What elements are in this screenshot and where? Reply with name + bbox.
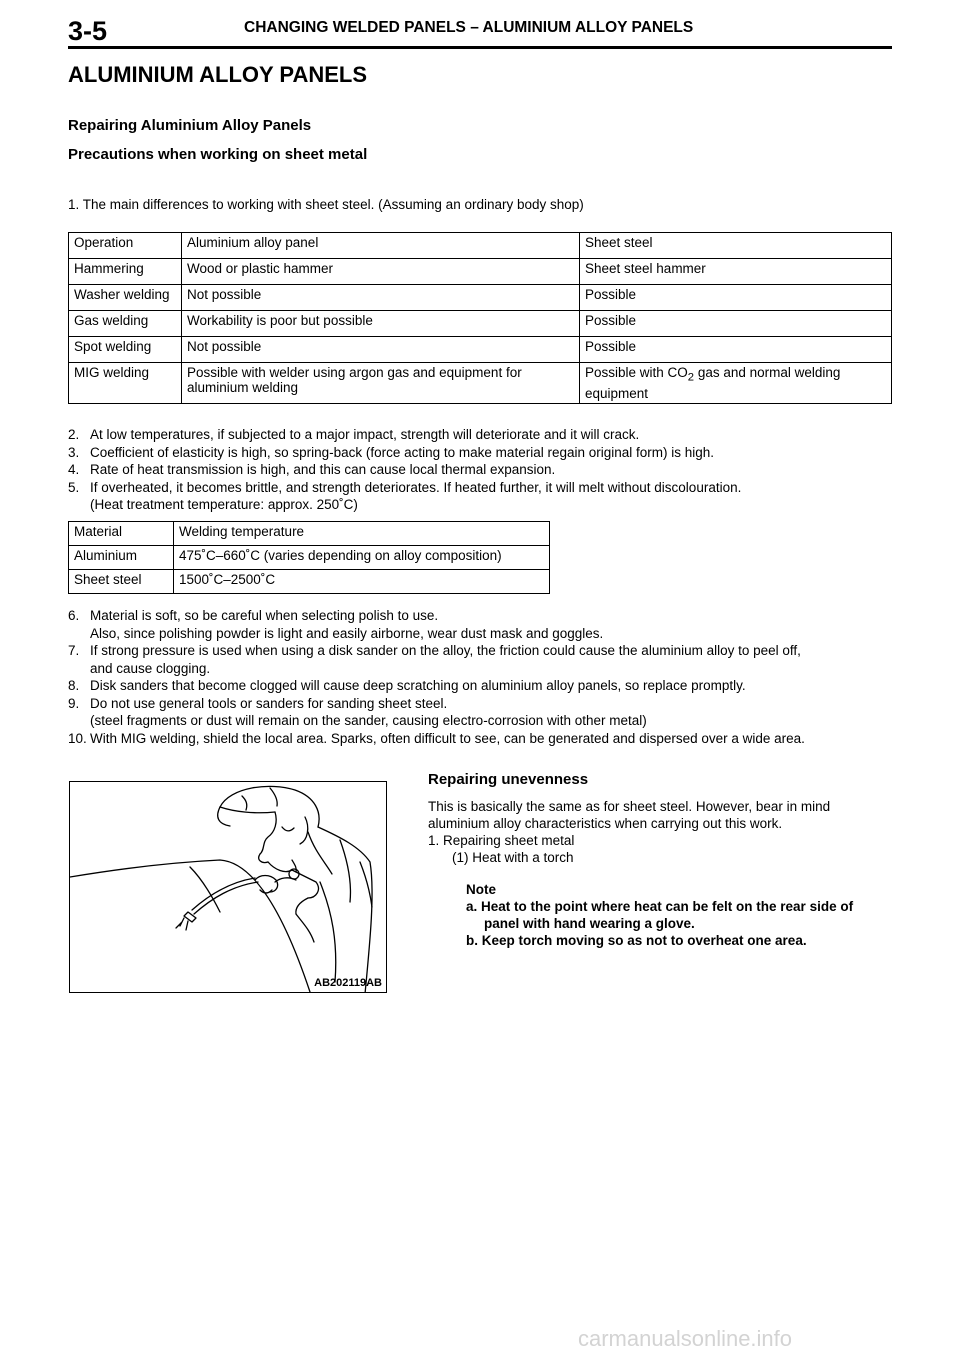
table-cell: Sheet steel xyxy=(69,570,174,594)
table-cell: Material xyxy=(69,522,174,546)
item-text-continued: (Heat treatment temperature: approx. 250˚C) xyxy=(90,497,358,512)
precautions-list-continued xyxy=(68,607,898,747)
list-item xyxy=(68,444,898,462)
item-number: 3. xyxy=(68,444,80,460)
list-item xyxy=(68,730,898,748)
chapter-title: CHANGING WELDED PANELS – ALUMINIUM ALLOY PANELS xyxy=(244,19,694,36)
table-cell: Wood or plastic hammer xyxy=(182,259,580,285)
torch-heating-illustration xyxy=(69,781,387,993)
item-text: Do not use general tools or sanders for sanding sheet steel. xyxy=(90,695,448,711)
note-item: a. Heat to the point where heat can be felt on the rear side of panel with hand wearing a glove. xyxy=(466,899,854,931)
section-heading: Repairing Aluminium Alloy Panels xyxy=(68,117,312,134)
temperature-table xyxy=(68,521,550,594)
cell-text: Possible with CO xyxy=(585,365,688,380)
item-text-continued: Also, since polishing powder is light and easily airborne, wear dust mask and goggles. xyxy=(90,625,604,641)
table-cell: Possible xyxy=(580,285,892,311)
item-text: With MIG welding, shield the local area. Sparks, often difficult to see, can be generated and dispersed over a wide area. xyxy=(90,730,805,746)
item-text: At low temperatures, if subjected to a major impact, strength will deteriorate and it will crack. xyxy=(90,427,640,442)
table-cell: 1500˚C–2500˚C xyxy=(174,570,550,594)
table-row xyxy=(69,337,892,363)
table-cell: Washer welding xyxy=(69,285,182,311)
table-row xyxy=(69,570,550,594)
table-cell: Possible with welder using argon gas and equipment for aluminium welding xyxy=(182,363,580,404)
item-number: 9. xyxy=(68,695,80,711)
table-cell: Sheet steel xyxy=(580,233,892,259)
list-item xyxy=(68,695,898,730)
page-title: ALUMINIUM ALLOY PANELS xyxy=(68,62,368,87)
item-text: If strong pressure is used when using a disk sander on the alloy, the friction could cause the aluminium alloy to peel off, xyxy=(90,643,801,658)
table-cell: Welding temperature xyxy=(174,522,550,546)
list-item xyxy=(68,642,898,677)
item-text: Material is soft, so be careful when selecting polish to use. xyxy=(90,608,439,623)
repair-substep: (1) Heat with a torch xyxy=(452,850,574,865)
page-header xyxy=(68,14,892,49)
table-cell: Not possible xyxy=(182,285,580,311)
table-cell: Possible xyxy=(580,337,892,363)
table-row xyxy=(69,259,892,285)
table-cell: MIG welding xyxy=(69,363,182,404)
table-cell: Possible xyxy=(580,311,892,337)
note-title: Note xyxy=(466,882,496,897)
item-number: 6. xyxy=(68,608,80,623)
repair-heading: Repairing unevenness xyxy=(428,771,589,788)
cell-text: gas and normal welding equipment xyxy=(585,365,841,401)
list-item xyxy=(68,677,898,695)
page-number: 3-5 xyxy=(68,16,108,46)
watermark: carmanualsonline.info xyxy=(578,1326,793,1351)
table-cell: Workability is poor but possible xyxy=(182,311,580,337)
repair-section xyxy=(428,771,888,949)
note-item: b. Keep torch moving so as not to overheat one area. xyxy=(466,933,807,948)
item-text-continued: and cause clogging. xyxy=(90,660,211,676)
table-row xyxy=(69,363,892,404)
precautions-list xyxy=(68,426,898,514)
table-cell: Hammering xyxy=(69,259,182,285)
table-row xyxy=(69,546,550,570)
table-row xyxy=(69,522,550,546)
table-cell xyxy=(580,363,892,404)
list-item xyxy=(68,607,898,642)
table-row xyxy=(69,285,892,311)
table-cell: Operation xyxy=(69,233,182,259)
repair-paragraph: This is basically the same as for sheet steel. However, bear in mind aluminium alloy characteristics when carrying out this work. xyxy=(428,799,831,831)
item-text: Rate of heat transmission is high, and this can cause local thermal expansion. xyxy=(90,462,556,477)
table-cell: Not possible xyxy=(182,337,580,363)
subscript: 2 xyxy=(687,371,695,384)
item-number: 4. xyxy=(68,462,80,477)
illustration-drawing xyxy=(70,782,387,993)
table-cell: Aluminium alloy panel xyxy=(182,233,580,259)
repair-step: 1. Repairing sheet metal xyxy=(428,833,575,848)
comparison-table xyxy=(68,232,892,404)
list-item xyxy=(68,479,898,514)
list-item xyxy=(68,426,898,444)
table-cell: Gas welding xyxy=(69,311,182,337)
item-number: 2. xyxy=(68,427,80,442)
subsection-heading: Precautions when working on sheet metal xyxy=(68,146,368,163)
table-row xyxy=(69,233,892,259)
item-number: 8. xyxy=(68,678,80,693)
table-cell: Spot welding xyxy=(69,337,182,363)
item-number: 10. xyxy=(68,730,87,746)
list-item xyxy=(68,461,898,479)
item-text: Disk sanders that become clogged will cause deep scratching on aluminium alloy panels, so replace promptly. xyxy=(90,678,746,693)
table-cell: Sheet steel hammer xyxy=(580,259,892,285)
item-text: If overheated, it becomes brittle, and strength deteriorates. If heated further, it will melt without discolouration. xyxy=(90,479,742,495)
table-cell: 475˚C–660˚C (varies depending on alloy composition) xyxy=(174,546,550,570)
figure-label: AB202119AB xyxy=(314,977,382,989)
item-number: 7. xyxy=(68,643,80,658)
table-cell: Aluminium xyxy=(69,546,174,570)
item-text-continued: (steel fragments or dust will remain on the sander, causing electro-corrosion with other metal) xyxy=(90,713,647,728)
intro-paragraph: 1. The main differences to working with sheet steel. (Assuming an ordinary body shop) xyxy=(68,197,584,212)
item-text: Coefficient of elasticity is high, so spring-back (force acting to make material regain original form) is high. xyxy=(90,444,715,460)
item-number: 5. xyxy=(68,479,80,495)
table-row xyxy=(69,311,892,337)
note-block xyxy=(466,881,888,949)
